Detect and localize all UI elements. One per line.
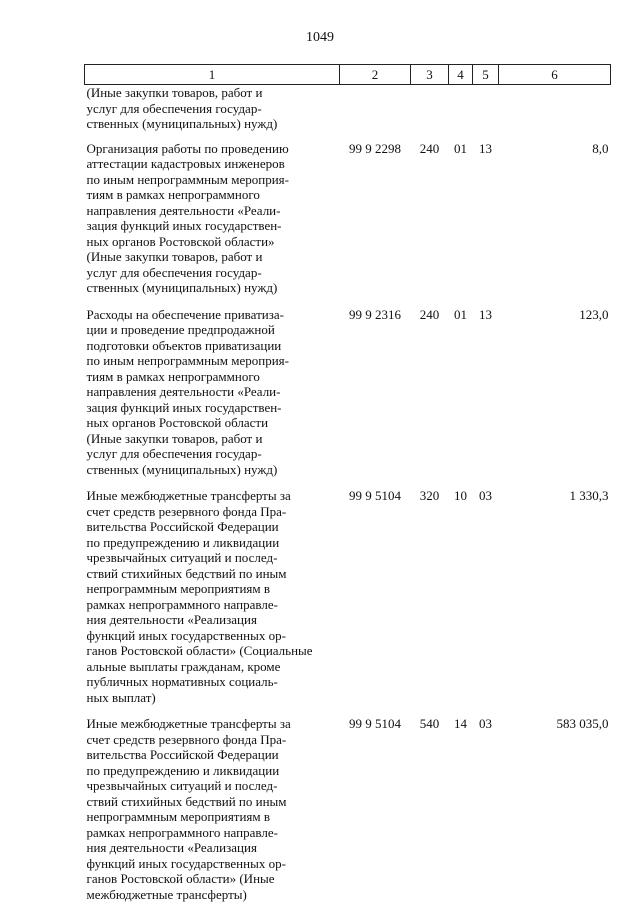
description-line: ных органов Ростовской области» xyxy=(87,234,338,250)
description-line: рамках непрограммного направле- xyxy=(87,825,338,841)
description-line: межбюджетные трансферты) xyxy=(87,887,338,903)
description-line: непрограммным мероприятиям в xyxy=(87,581,338,597)
description-line: зация функций иных государствен- xyxy=(87,400,338,416)
description-line: зация функций иных государствен- xyxy=(87,218,338,234)
description-line: ния деятельности «Реализация xyxy=(87,840,338,856)
description-line: ственных (муниципальных) нужд) xyxy=(87,280,338,296)
continuation-row xyxy=(85,85,611,140)
description-line: Иные межбюджетные трансферты за xyxy=(87,488,338,504)
section-code: 01 xyxy=(449,306,473,488)
expense-type-code: 240 xyxy=(411,306,449,488)
description-line: услуг для обеспечения государ- xyxy=(87,446,338,462)
description-line: Иные межбюджетные трансферты за xyxy=(87,716,338,732)
description-line: (Иные закупки товаров, работ и xyxy=(87,249,338,265)
row-description xyxy=(85,140,340,306)
description-line: ственных (муниципальных) нужд) xyxy=(87,462,338,478)
budget-table xyxy=(84,64,611,912)
expense-type-code: 540 xyxy=(411,715,449,912)
description-line: по иным непрограммным мероприя- xyxy=(87,172,338,188)
description-line: Расходы на обеспечение приватиза- xyxy=(87,307,338,323)
description-line: ных выплат) xyxy=(87,690,338,706)
table-body xyxy=(85,85,611,912)
amount-value: 583 035,0 xyxy=(499,715,611,912)
description-line: тиям в рамках непрограммного xyxy=(87,369,338,385)
description-line: аттестации кадастровых инженеров xyxy=(87,156,338,172)
description-line: публичных нормативных социаль- xyxy=(87,674,338,690)
description-line: по иным непрограммным мероприя- xyxy=(87,353,338,369)
description-line: ствий стихийных бедствий по иным xyxy=(87,794,338,810)
description-line: чрезвычайных ситуаций и послед- xyxy=(87,778,338,794)
header-col-5: 5 xyxy=(473,65,499,85)
description-line: подготовки объектов приватизации xyxy=(87,338,338,354)
description-line: вительства Российской Федерации xyxy=(87,519,338,535)
subsection-code: 13 xyxy=(473,306,499,488)
description-line: функций иных государственных ор- xyxy=(87,856,338,872)
description-line: альные выплаты гражданам, кроме xyxy=(87,659,338,675)
target-article-code: 99 9 5104 xyxy=(340,487,411,715)
description-line: рамках непрограммного направле- xyxy=(87,597,338,613)
description-line: функций иных государственных ор- xyxy=(87,628,338,644)
table-row xyxy=(85,715,611,912)
table-row xyxy=(85,306,611,488)
description-line: (Иные закупки товаров, работ и xyxy=(87,85,338,101)
description-line: ции и проведение предпродажной xyxy=(87,322,338,338)
expense-type-code: 320 xyxy=(411,487,449,715)
description-line: направления деятельности «Реали- xyxy=(87,384,338,400)
section-code: 10 xyxy=(449,487,473,715)
description-line: ганов Ростовской области» (Иные xyxy=(87,871,338,887)
header-col-3: 3 xyxy=(411,65,449,85)
subsection-code: 03 xyxy=(473,715,499,912)
description-line: ния деятельности «Реализация xyxy=(87,612,338,628)
table-header-row xyxy=(85,65,611,85)
target-article-code: 99 9 2298 xyxy=(340,140,411,306)
description-line: ственных (муниципальных) нужд) xyxy=(87,116,338,132)
amount-value: 123,0 xyxy=(499,306,611,488)
description-line: тиям в рамках непрограммного xyxy=(87,187,338,203)
description-line: непрограммным мероприятиям в xyxy=(87,809,338,825)
continuation-description xyxy=(85,85,340,140)
amount-value: 1 330,3 xyxy=(499,487,611,715)
description-line: чрезвычайных ситуаций и послед- xyxy=(87,550,338,566)
row-description xyxy=(85,487,340,715)
description-line: ных органов Ростовской области xyxy=(87,415,338,431)
description-line: счет средств резервного фонда Пра- xyxy=(87,732,338,748)
description-line: ствий стихийных бедствий по иным xyxy=(87,566,338,582)
header-col-1: 1 xyxy=(85,65,340,85)
amount-value: 8,0 xyxy=(499,140,611,306)
expense-type-code: 240 xyxy=(411,140,449,306)
description-line: по предупреждению и ликвидации xyxy=(87,763,338,779)
subsection-code: 13 xyxy=(473,140,499,306)
row-description xyxy=(85,306,340,488)
description-line: услуг для обеспечения государ- xyxy=(87,101,338,117)
table-row xyxy=(85,140,611,306)
description-line: направления деятельности «Реали- xyxy=(87,203,338,219)
table-row xyxy=(85,487,611,715)
header-col-2: 2 xyxy=(340,65,411,85)
description-line: счет средств резервного фонда Пра- xyxy=(87,504,338,520)
header-col-4: 4 xyxy=(449,65,473,85)
row-description xyxy=(85,715,340,912)
header-col-6: 6 xyxy=(499,65,611,85)
target-article-code: 99 9 2316 xyxy=(340,306,411,488)
description-line: ганов Ростовской области» (Социальные xyxy=(87,643,338,659)
description-line: по предупреждению и ликвидации xyxy=(87,535,338,551)
description-line: Организация работы по проведению xyxy=(87,141,338,157)
description-line: (Иные закупки товаров, работ и xyxy=(87,431,338,447)
target-article-code: 99 9 5104 xyxy=(340,715,411,912)
section-code: 01 xyxy=(449,140,473,306)
subsection-code: 03 xyxy=(473,487,499,715)
page-number: 1049 xyxy=(0,30,640,46)
description-line: вительства Российской Федерации xyxy=(87,747,338,763)
description-line: услуг для обеспечения государ- xyxy=(87,265,338,281)
section-code: 14 xyxy=(449,715,473,912)
